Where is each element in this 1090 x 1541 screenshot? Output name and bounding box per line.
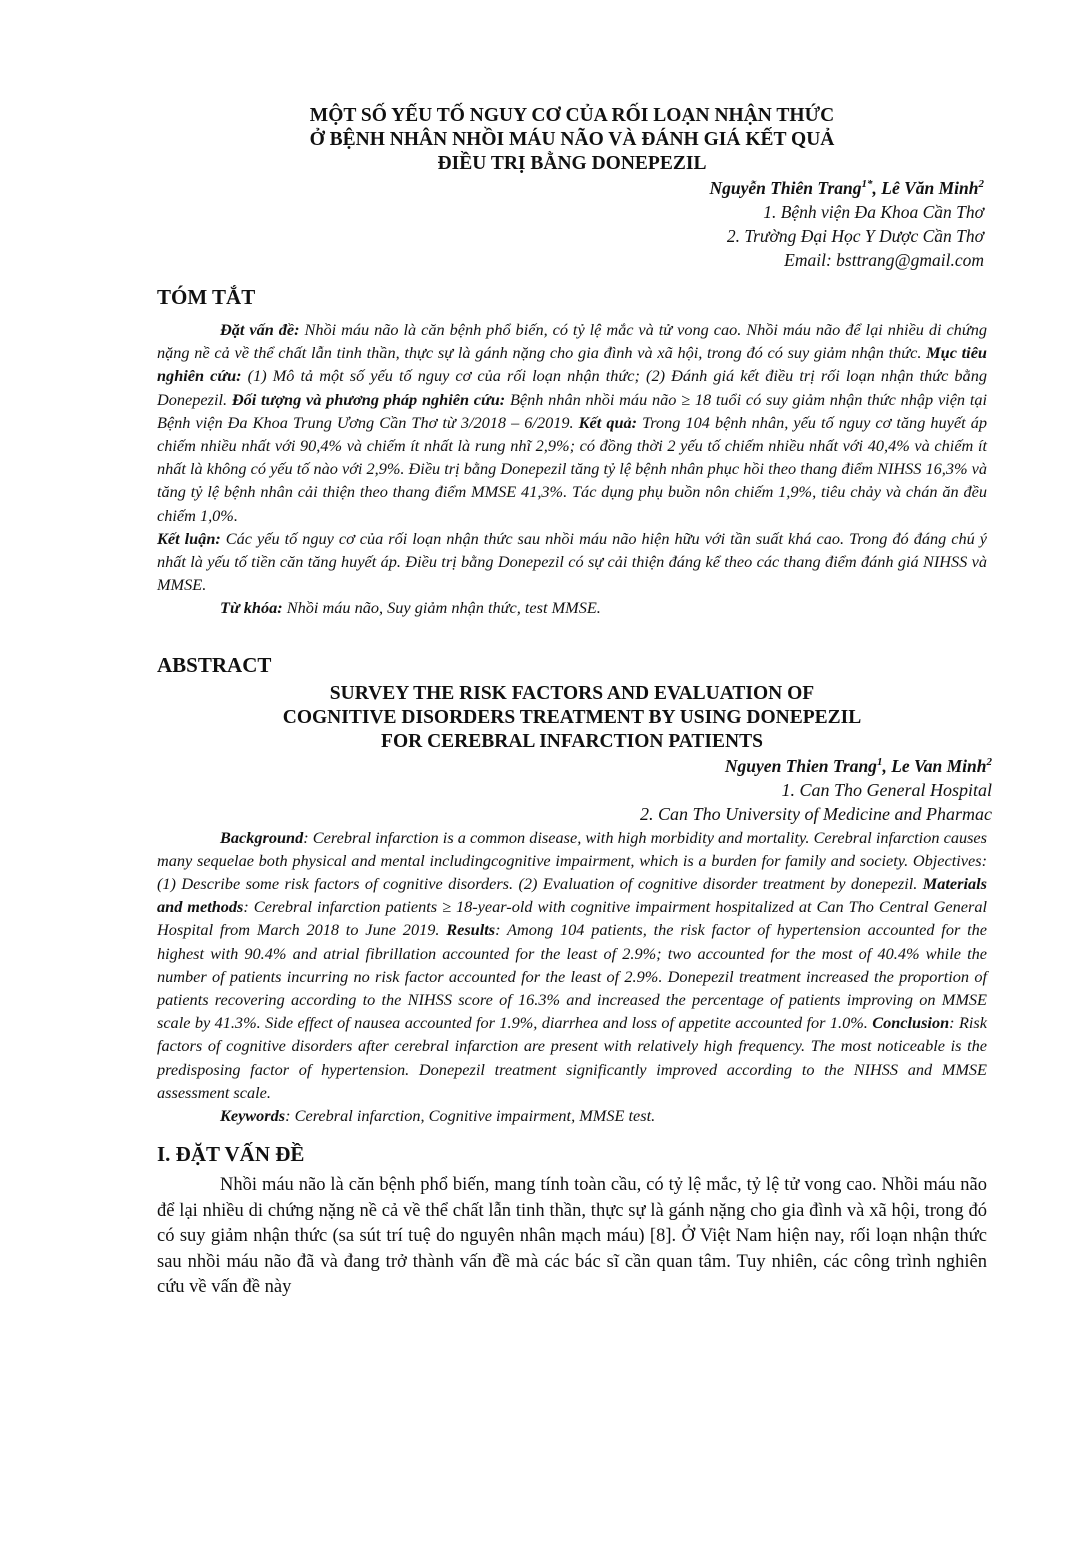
vn-kw-label: Từ khóa: <box>220 598 283 618</box>
en-bg-label: Background <box>220 827 304 847</box>
abstract-heading: ABSTRACT <box>157 652 272 677</box>
en-author-2-sup: 2 <box>986 755 992 768</box>
en-affiliations <box>157 778 992 826</box>
en-methods-label: Materials and methods <box>157 874 987 917</box>
vn-authors <box>157 176 984 272</box>
en-author-names <box>157 754 992 778</box>
vn-concl-label: Kết luận: <box>157 528 221 548</box>
vn-author-sep: , <box>872 178 882 198</box>
en-author-2: Le Van Minh <box>891 755 987 776</box>
en-title-line-1: SURVEY THE RISK FACTORS AND EVALUATION OF <box>329 682 815 704</box>
vn-author-names <box>157 176 984 200</box>
vn-title-line-1: MỘT SỐ YẾU TỐ NGUY CƠ CỦA RỐI LOẠN NHẬN THỨC <box>309 105 835 126</box>
vn-concl-text: Các yếu tố nguy cơ của rối loạn nhận thức sau nhồi máu não hiện hữu với tần suất khá cao. Trong đó đáng chú ý nhất là yếu tố tiền căn tăng huyết áp. Điều trị bằng Donepezil có sự cải thiện đáng kể theo các thang điểm đánh giá NIHSS và MMSE. <box>157 528 987 595</box>
en-authors <box>157 754 992 778</box>
en-affiliation-1: 1. Can Tho General Hospital <box>781 779 992 800</box>
en-concl-label: Conclusion <box>872 1013 950 1033</box>
intro-heading: I. ĐẶT VẤN ĐỀ <box>157 1142 305 1167</box>
vn-author-1: Nguyễn Thiên Trang <box>709 178 862 198</box>
vn-title-line-3: ĐIỀU TRỊ BẰNG DONEPEZIL <box>437 153 707 174</box>
en-concl-text: : Risk factors of cognitive disorders after cerebral infarction are present with relatively high frequency. The most noticeable is the predisposing factor of hypertension. Donepezil treatment significantly improved according to the NIHSS and MMSE assessment scale. <box>157 1013 987 1102</box>
vn-abstract-body <box>157 318 987 596</box>
en-affiliation-2: 2. Can Tho University of Medicine and Pharmac <box>640 803 992 824</box>
vn-bg-text: Nhồi máu não là căn bệnh phổ biến, có tỷ lệ mắc và tử vong cao. Nhồi máu não để lại nhiều di chứng nặng nề cả về thể chất lẫn tinh thần, thực sự là gánh nặng cho gia đình và xã hội, trong đó có suy giảm nhận thức. <box>157 320 987 363</box>
intro-paragraph: Nhồi máu não là căn bệnh phổ biến, mang tính toàn cầu, có tỷ lệ mắc, tỷ lệ tử vong cao. Nhồi máu não để lại nhiều di chứng nặng nề cả về thể chất lẫn tinh thần, thực sự là gánh nặng cho gia đình và xã hội, trong đó có suy giảm nhận thức (sa sút trí tuệ do nguyên nhân mạch máu) [8]. Ở Việt Nam hiện nay, rối loạn nhận thức sau nhồi máu não đã và đang trở thành vấn đề mà các bác sĩ cần quan tâm. Tuy nhiên, các công trình nghiên cứu về vấn đề này <box>157 1175 987 1298</box>
vn-results-text: Trong 104 bệnh nhân, yếu tố nguy cơ tăng huyết áp chiếm nhiều nhất với 90,4% và chiếm ít nhất là rung nhĩ 2,9%; có đồng thời 2 yếu tố chiếm nhiều nhất với 40,4% và chiếm ít nhất là không có yếu tố nào với 2,9%. Điều trị bằng Donepezil tăng tỷ lệ bệnh nhân phục hồi theo thang điểm NIHSS 16,3% và tăng tỷ lệ bệnh nhân cải thiện theo thang điểm MMSE 41,3%. Tác dụng phụ buồn nôn chiếm 1,9%, tiêu chảy và chán ăn đều chiếm 1,0%. <box>157 412 987 525</box>
vn-author-2: Lê Văn Minh <box>881 178 979 198</box>
vn-author-2-sup: 2 <box>978 178 984 191</box>
vn-author-1-sup: 1* <box>861 178 873 191</box>
vn-methods-text: Bệnh nhân nhồi máu não ≥ 18 tuổi có suy giảm nhận thức nhập viện tại Bệnh viện Đa Khoa Trung Ương Cần Thơ từ 3/2018 – 6/2019. <box>157 389 988 432</box>
en-bg-text: : Cerebral infarction is a common disease, with high morbidity and mortality. Cerebral infarction causes many sequelae both physical and mental includingcognitive impairment, which is a burden for family and society. Objectives: (1) Describe some risk factors of cognitive disorders. (2) Evaluation of cognitive disorder treatment by donepezil. <box>157 827 987 894</box>
en-title-line-2: COGNITIVE DISORDERS TREATMENT BY USING DONEPEZIL <box>282 706 862 728</box>
en-title <box>157 682 987 754</box>
en-title-line-3: FOR CEREBRAL INFARCTION PATIENTS <box>381 730 763 752</box>
vn-methods-label: Đối tượng và phương pháp nghiên cứu: <box>231 389 506 409</box>
vn-title-line-2: Ở BỆNH NHÂN NHỒI MÁU NÃO VÀ ĐÁNH GIÁ KẾT QUẢ <box>309 129 835 150</box>
en-methods-text: : Cerebral infarction patients ≥ 18-year-old with cognitive impairment hospitalized at Can Tho Central General Hospital from March 2018 to June 2019. <box>157 897 987 940</box>
vn-affiliation-2: 2. Trường Đại Học Y Dược Cần Thơ <box>726 226 984 246</box>
en-author-sep: , <box>882 755 892 776</box>
vn-title <box>157 104 987 176</box>
en-kw-label: Keywords <box>220 1106 286 1126</box>
en-abstract-body <box>157 826 987 1104</box>
summary-heading: TÓM TẮT <box>157 285 256 309</box>
vn-email: Email: bsttrang@gmail.com <box>784 250 984 270</box>
vn-results-label: Kết quả: <box>578 412 638 432</box>
vn-obj-text: (1) Mô tả một số yếu tố nguy cơ của rối loạn nhận thức; (2) Đánh giá kết điều trị rối loạn nhận thức bằng Donepezil. <box>157 366 987 409</box>
en-author-1-sup: 1 <box>876 755 883 768</box>
en-results-text: : Among 104 patients, the risk factor of hypertension accounted for the highest with 90.4% and atrial fibrillation accounted for the least of 2.9%; two accounted for the most of 40.4% while the number of patients incurring no risk factor accounted for the least of 2.9%. Donepezil treatment increased the proportion of patients recovering according to the NIHSS score of 16.3% and increased the percentage of patients improving on MMSE scale by 41.3%. Side effect of nausea accounted for 1.9%, diarrhea and loss of appetite accounted for 1.0%. <box>157 920 987 1033</box>
en-results-label: Results <box>446 920 496 940</box>
en-keywords <box>157 1104 987 1127</box>
vn-keywords <box>157 596 987 619</box>
en-kw-text: : Cerebral infarction, Cognitive impairment, MMSE test. <box>285 1106 656 1126</box>
vn-affiliation-1: 1. Bệnh viện Đa Khoa Cần Thơ <box>763 202 984 222</box>
vn-obj-label: Mục tiêu nghiên cứu: <box>157 343 987 386</box>
en-author-1: Nguyen Thien Trang <box>724 755 877 776</box>
vn-bg-label: Đặt vấn đề: <box>220 320 300 339</box>
vn-kw-text: Nhồi máu não, Suy giảm nhận thức, test MMSE. <box>282 598 601 618</box>
paper-page <box>157 96 992 1301</box>
